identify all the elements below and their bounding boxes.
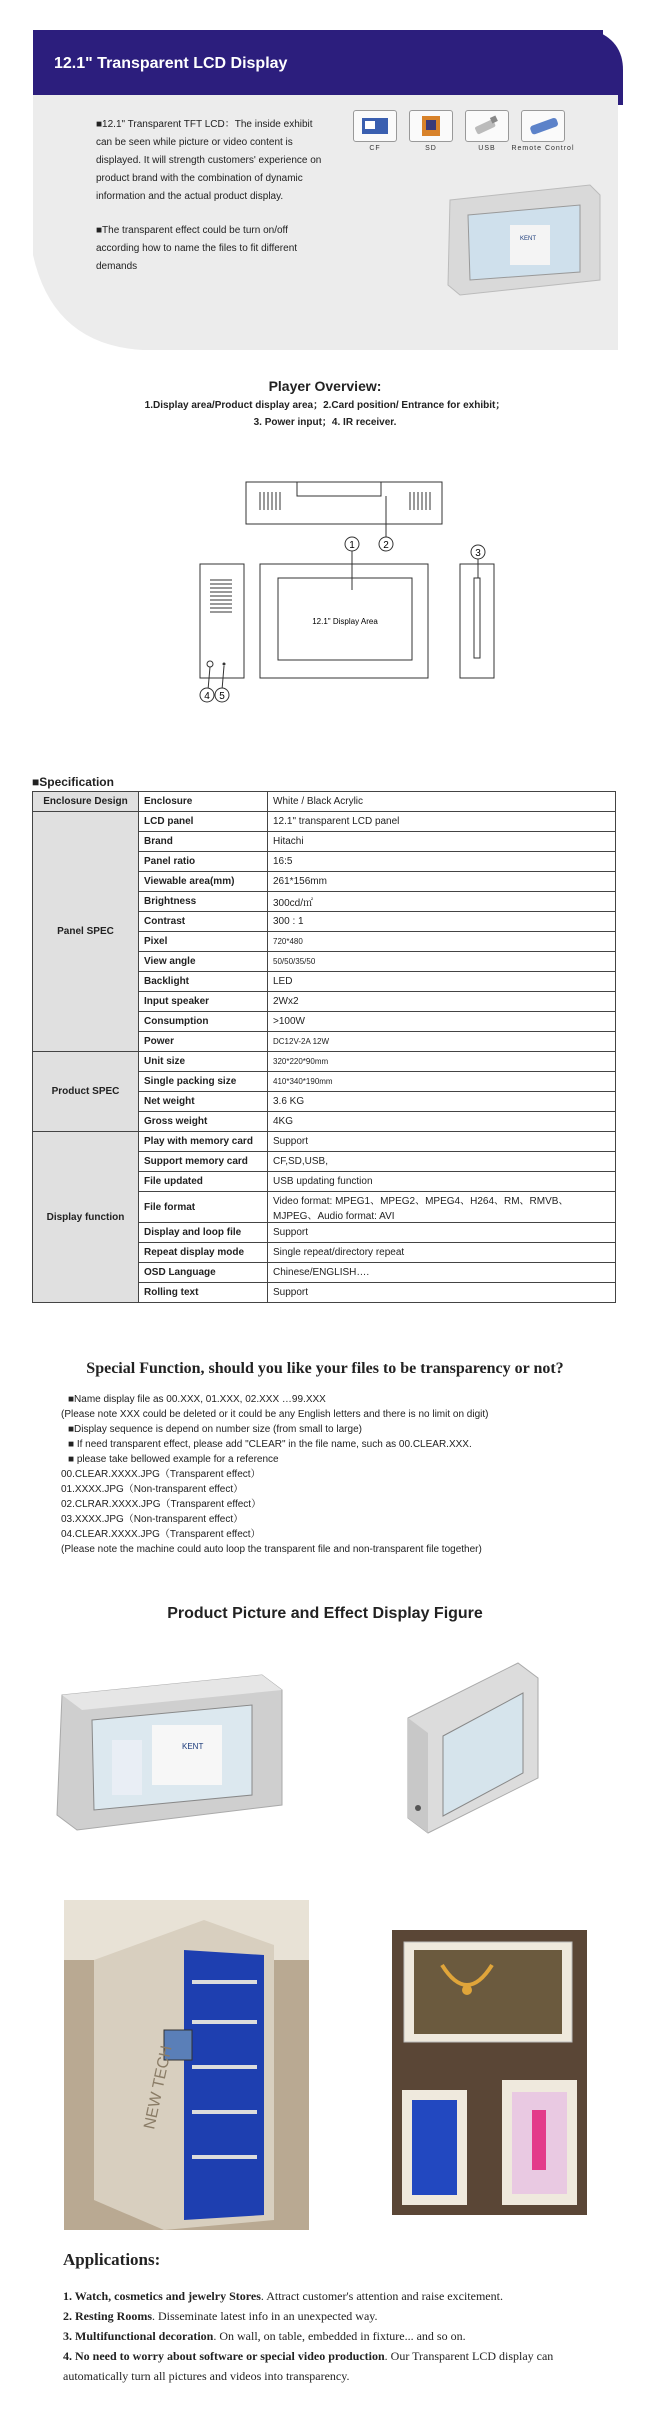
product-photo-intro [440, 180, 608, 300]
spec-label: Enclosure [139, 792, 268, 812]
spec-value: Chinese/ENGLISH…. [268, 1263, 616, 1283]
overview-desc [0, 397, 650, 431]
overview-title: Player Overview: [268, 378, 382, 394]
table-row [33, 1132, 616, 1152]
intro-text [96, 116, 326, 292]
spec-value: 50/50/35/50 [268, 952, 616, 972]
spec-value: >100W [268, 1012, 616, 1032]
spec-value: Single repeat/directory repeat [268, 1243, 616, 1263]
sd-card-icon [409, 110, 453, 152]
spec-label: Viewable area(mm) [139, 872, 268, 892]
spec-value: 320*220*90mm [268, 1052, 616, 1072]
table-row [33, 1052, 616, 1072]
app-item-heading: 3. Multifunctional decoration [63, 2329, 214, 2343]
spec-label: Unit size [139, 1052, 268, 1072]
spec-label: Rolling text [139, 1283, 268, 1303]
spec-label: Net weight [139, 1092, 268, 1112]
callout-3: 3 [475, 548, 481, 559]
spec-value: LED [268, 972, 616, 992]
spec-value: Support [268, 1283, 616, 1303]
spec-value: DC12V-2A 12W [268, 1032, 616, 1052]
spec-value: Support [268, 1132, 616, 1152]
page-title: 12.1" Transparent LCD Display [54, 55, 288, 72]
list-item [63, 2286, 603, 2306]
group-display: Display function [33, 1132, 139, 1303]
spec-value: 12.1" transparent LCD panel [268, 812, 616, 832]
spec-label: LCD panel [139, 812, 268, 832]
spec-value: 410*340*190mm [268, 1072, 616, 1092]
product-pictures-title: Product Picture and Effect Display Figure [167, 1605, 483, 1622]
special-line: 02.CLRAR.XXXX.JPG（Transparent effect） [61, 1499, 262, 1510]
callout-4: 4 [204, 691, 210, 702]
spec-label: Pixel [139, 932, 268, 952]
intro-para-1: ■12.1" Transparent TFT LCD：The inside exhibit can be seen while picture or video content is displayed. It will strength customers' experience on product brand with the combination of dynamic information and the actual product display. [96, 119, 322, 202]
app-item-heading: 2. Resting Rooms [63, 2309, 152, 2323]
app-item-heading: 4. No need to worry about software or special video production [63, 2349, 385, 2363]
display-area-label: 12.1" Display Area [312, 617, 378, 626]
spec-value: 720*480 [268, 932, 616, 952]
applications-title: Applications: [63, 2250, 161, 2269]
special-line: ■ please take bellowed example for a reference [68, 1454, 279, 1465]
product-photo-front [52, 1665, 292, 1835]
special-line: 04.CLEAR.XXXX.JPG（Transparent effect） [61, 1529, 261, 1540]
special-line: (Please note the machine could auto loop the transparent file and non-transparent file together) [61, 1544, 482, 1555]
spec-label: Consumption [139, 1012, 268, 1032]
spec-table [32, 791, 616, 1303]
callout-5: 5 [219, 691, 225, 702]
intro-para-2: ■The transparent effect could be turn on/off according how to name the files to fit different demands [96, 225, 298, 272]
cf-card-icon [353, 110, 397, 152]
spec-label: OSD Language [139, 1263, 268, 1283]
app-item-heading: 1. Watch, cosmetics and jewelry Stores [63, 2289, 261, 2303]
spec-heading: ■Specification [32, 775, 114, 789]
spec-label: Power [139, 1032, 268, 1052]
app-item-text: . Attract customer's attention and raise excitement. [260, 2289, 503, 2303]
spec-label: Contrast [139, 912, 268, 932]
remote-control-icon [511, 110, 575, 152]
spec-value: Video format: MPEG1、MPEG2、MPEG4、H264、RM、RMVB、MJPEG、Audio format: AVI [268, 1192, 616, 1223]
special-title: Special Function, should you like your files to be transparency or not? [86, 1360, 564, 1377]
spec-label: Brightness [139, 892, 268, 912]
callout-1: 1 [349, 540, 355, 551]
spec-label: View angle [139, 952, 268, 972]
applications-list [63, 2286, 603, 2386]
overview-line-1: 1.Display area/Product display area；2.Card position/ Entrance for exhibit； [144, 400, 506, 411]
overview-line-2: 3. Power input；4. IR receiver. [253, 417, 397, 428]
spec-value: CF,SD,USB, [268, 1152, 616, 1172]
spec-label: Single packing size [139, 1072, 268, 1092]
spec-value: 300 : 1 [268, 912, 616, 932]
jewelry-display-photo [392, 1930, 587, 2215]
app-item-text: . Our Transparent LCD display can automatically turn all pictures and videos into transparency. [63, 2349, 554, 2383]
spec-label: Repeat display mode [139, 1243, 268, 1263]
spec-label: Display and loop file [139, 1223, 268, 1243]
special-line: ■Display sequence is depend on number size (from small to large) [68, 1424, 362, 1435]
spec-value: 2Wx2 [268, 992, 616, 1012]
product-photo-angle [388, 1658, 548, 1838]
group-panel: Panel SPEC [33, 812, 139, 1052]
special-line: ■Name display file as 00.XXX, 01.XXX, 02.XXX …99.XXX [68, 1394, 326, 1405]
player-diagram [160, 480, 500, 730]
special-line: 03.XXXX.JPG（Non-transparent effect） [61, 1514, 244, 1525]
spec-label: Support memory card [139, 1152, 268, 1172]
spec-label: Backlight [139, 972, 268, 992]
sd-caption: SD [425, 145, 437, 152]
app-item-text: . Disseminate latest info in an unexpected way. [152, 2309, 378, 2323]
spec-value: 16:5 [268, 852, 616, 872]
usb-icon [465, 110, 509, 152]
callout-2: 2 [383, 540, 389, 551]
table-row [33, 792, 616, 812]
remote-caption: Remote Control [511, 145, 575, 152]
list-item [63, 2306, 603, 2326]
kent-label: KENT [182, 1742, 204, 1751]
usb-caption: USB [478, 145, 496, 152]
kiosk-photo [64, 1900, 309, 2230]
card-icons [353, 110, 589, 152]
spec-label: Panel ratio [139, 852, 268, 872]
spec-label: Gross weight [139, 1112, 268, 1132]
spec-label: Input speaker [139, 992, 268, 1012]
spec-label: File format [139, 1192, 268, 1223]
table-row [33, 812, 616, 832]
special-body [61, 1392, 621, 1557]
spec-value: Support [268, 1223, 616, 1243]
spec-label: Play with memory card [139, 1132, 268, 1152]
special-line: (Please note XXX could be deleted or it could be any English letters and there is no limit on digit) [61, 1409, 489, 1420]
group-product: Product SPEC [33, 1052, 139, 1132]
spec-value: 4KG [268, 1112, 616, 1132]
group-enclosure: Enclosure Design [33, 792, 139, 812]
spec-value: 3.6 KG [268, 1092, 616, 1112]
kent-label: KENT [520, 236, 537, 242]
spec-label: File updated [139, 1172, 268, 1192]
app-item-text: . On wall, on table, embedded in fixture... and so on. [213, 2329, 466, 2343]
spec-value: 300cd/㎡ [268, 892, 616, 912]
list-item [63, 2326, 603, 2346]
spec-label: Brand [139, 832, 268, 852]
special-line: 00.CLEAR.XXXX.JPG（Transparent effect） [61, 1469, 261, 1480]
spec-value: USB updating function [268, 1172, 616, 1192]
cf-caption: CF [369, 145, 381, 152]
spec-value: 261*156mm [268, 872, 616, 892]
kiosk-label: NEW TECH [141, 2044, 176, 2131]
special-line: 01.XXXX.JPG（Non-transparent effect） [61, 1484, 244, 1495]
special-line: ■ If need transparent effect, please add "CLEAR" in the file name, such as 00.CLEAR.XXX. [68, 1439, 472, 1450]
list-item [63, 2346, 603, 2386]
spec-value: Hitachi [268, 832, 616, 852]
spec-value: White / Black Acrylic [268, 792, 616, 812]
